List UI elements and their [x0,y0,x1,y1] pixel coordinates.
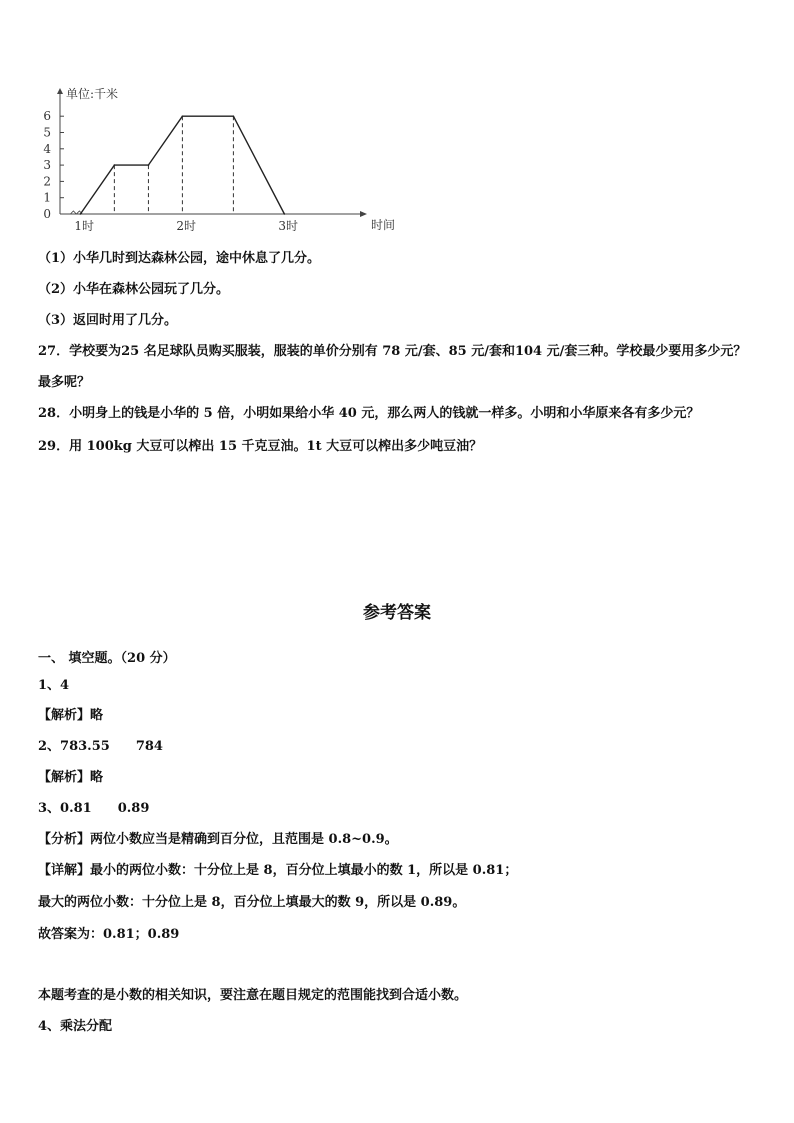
y-tick-label: 3 [43,158,51,173]
answer-2 [38,738,163,756]
answer-1: 1、4 [38,678,70,693]
answer-3-detail-1: 【详解】最小的两位小数：十分位上是 8，百分位上填最小的数 1，所以是 0.81； [38,863,518,878]
x-tick-label: 3时 [278,219,299,233]
y-tick-label: 4 [43,141,51,156]
question-27: 27．学校要为25 名足球队员购买服装，服装的单价分别有 78 元/套、85 元/套和104 元/套三种。学校最少要用多少元？ [38,344,747,359]
data-point [148,164,150,166]
answer-3-analysis: 【分析】两位小数应当是精确到百分位，且范围是 0.8~0.9。 [38,832,398,847]
answer-1-note: 【解析】略 [38,708,104,723]
chart-svg [38,82,418,234]
data-point [80,213,82,215]
question-29: 29．用 100kg 大豆可以榨出 15 千克豆油。1t 大豆可以榨出多少吨豆油？ [38,439,483,454]
answer-3-first: 3、0.81 [38,801,92,816]
answer-2-note: 【解析】略 [38,770,104,785]
answer-3-summary: 本题考查的是小数的相关知识，要注意在题目规定的范围能找到合适小数。 [38,988,468,1003]
question-3: （3）返回时用了几分。 [38,313,178,328]
y-tick-label: 6 [43,109,51,124]
data-point [182,115,184,117]
y-tick-label: 0 [43,207,51,221]
data-point [233,115,235,117]
y-tick-label: 2 [43,174,51,189]
answer-4: 4、乘法分配 [38,1019,113,1034]
answer-2-first: 2、783.55 [38,739,110,754]
question-1: （1）小华几时到达森林公园，途中休息了几分。 [38,251,321,266]
y-axis-label: 单位:千米 [66,87,119,101]
data-point [284,213,286,215]
answers-title: 参考答案 [363,603,431,623]
x-tick-label: 1时 [74,219,95,233]
x-axis-label: 时间 [371,218,396,232]
x-tick-label: 2时 [176,219,197,233]
y-tick-label: 5 [43,125,51,140]
answer-3-final: 故答案为：0.81；0.89 [38,927,180,942]
data-point [114,164,116,166]
y-tick-label: 1 [43,190,51,205]
question-27-continued: 最多呢？ [38,375,91,390]
x-axis-arrow [360,211,367,217]
answer-2-second: 784 [135,739,163,754]
answer-3-detail-2: 最大的两位小数：十分位上是 8，百分位上填最大的数 9，所以是 0.89。 [38,895,466,910]
question-2: （2）小华在森林公园玩了几分。 [38,282,230,297]
answers-section-heading: 一、 填空题。（20 分） [38,651,176,666]
answer-3-second: 0.89 [117,801,150,816]
distance-time-chart [38,82,418,234]
answer-3 [38,800,149,818]
question-28: 28．小明身上的钱是小华的 5 倍，小明如果给小华 40 元，那么两人的钱就一样多。小明和小华原来各有多少元？ [38,406,700,421]
y-axis-arrow [57,88,63,94]
